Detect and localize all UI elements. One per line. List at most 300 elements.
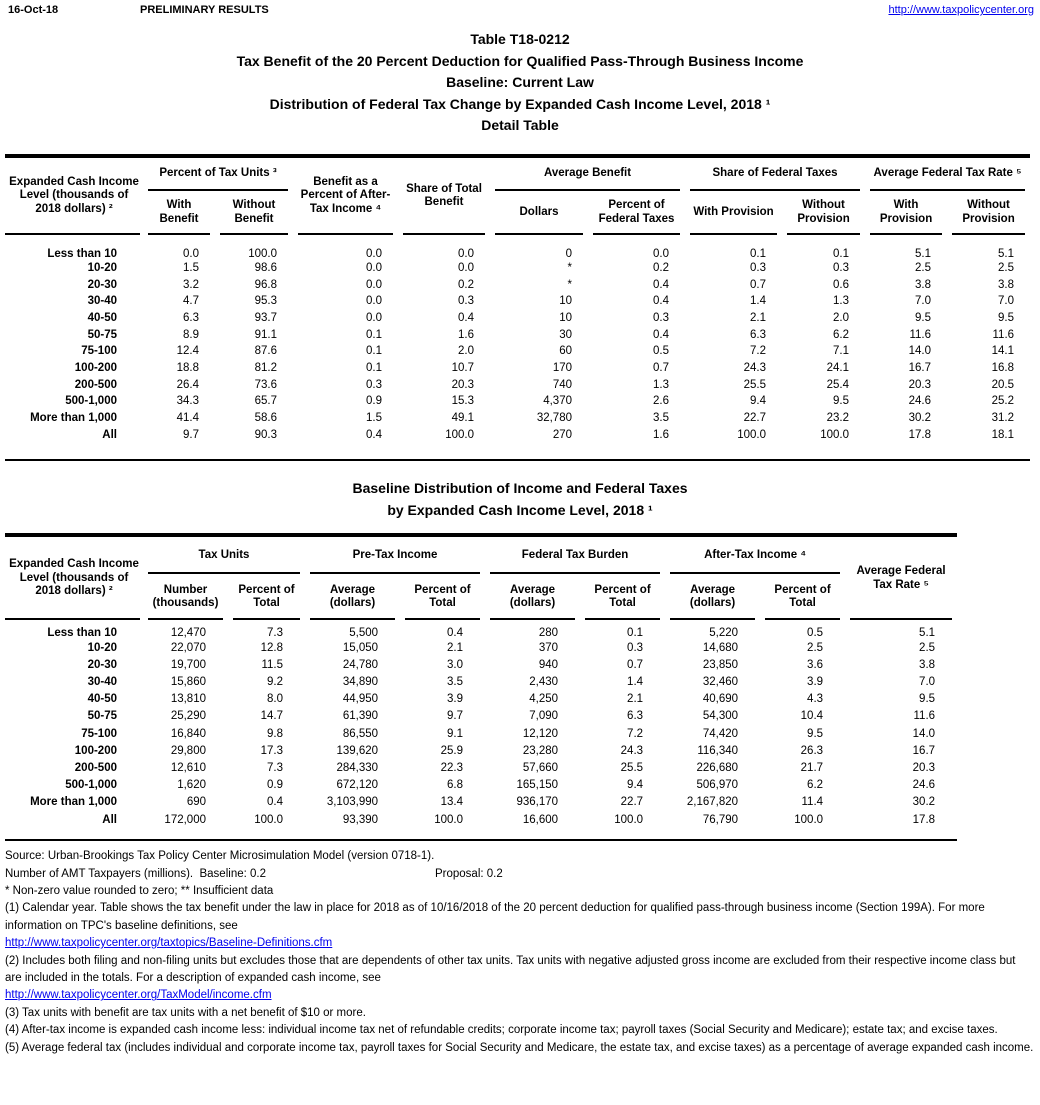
- income-level-cell: 500-1,000: [65, 395, 117, 408]
- group-header-pretax-income: Pre-Tax Income: [305, 537, 485, 574]
- value-cell: 0.3: [653, 311, 670, 324]
- income-level-cell: 500-1,000: [65, 779, 117, 792]
- value-cell: 0.0: [653, 247, 670, 260]
- value-cell: 24.3: [743, 361, 767, 374]
- table-row: [5, 742, 957, 759]
- value-cell: 100.0: [794, 813, 824, 826]
- value-cell: 15,860: [170, 676, 206, 689]
- value-cell: 0.3: [366, 378, 382, 391]
- value-cell: 32,460: [702, 676, 739, 689]
- column-header-with-benefit: With Benefit: [143, 191, 215, 235]
- value-cell: 2.1: [627, 693, 644, 706]
- value-cell: 0.0: [458, 247, 474, 260]
- baseline-distribution-table: [5, 537, 957, 828]
- footnote-5: (5) Average federal tax (includes individual and corporate income tax, payroll taxes for Social Security and Medicare, the estate tax, and excise taxes) as a percentage of average expanded cash income.: [5, 1041, 1034, 1054]
- value-cell: 16,840: [170, 727, 206, 740]
- value-cell: 86,550: [342, 727, 379, 740]
- value-cell: 2.1: [750, 311, 767, 324]
- table-row: [5, 310, 1030, 327]
- value-cell: 0.4: [447, 627, 464, 640]
- value-cell: 41.4: [176, 412, 199, 425]
- value-cell: 11.6: [909, 328, 932, 341]
- value-cell: 5.1: [919, 627, 936, 640]
- column-header-average-aftertax: Average (dollars): [665, 574, 760, 620]
- baseline-title: Baseline: Current Law: [446, 74, 594, 90]
- value-cell: 100.0: [248, 247, 277, 260]
- value-cell: 0.7: [750, 278, 767, 291]
- value-cell: 34.3: [176, 395, 199, 408]
- group-header-federal-tax-burden: Federal Tax Burden: [485, 537, 665, 574]
- value-cell: 14.0: [908, 345, 932, 358]
- value-cell: 280: [538, 627, 559, 640]
- value-cell: 0.0: [458, 261, 474, 274]
- table-row: [5, 276, 1030, 293]
- value-cell: 0.4: [458, 311, 474, 324]
- value-cell: 7.0: [998, 295, 1015, 308]
- table-row: [5, 410, 1030, 427]
- value-cell: 0.4: [653, 328, 670, 341]
- value-cell: 73.6: [254, 378, 277, 391]
- table-row: [5, 343, 1030, 360]
- value-cell: 172,000: [164, 813, 206, 826]
- value-cell: 9.5: [998, 311, 1015, 324]
- value-cell: 98.6: [254, 261, 277, 274]
- table-row: [5, 235, 1030, 260]
- value-cell: 165,150: [516, 779, 559, 792]
- value-cell: 24,780: [342, 658, 379, 671]
- value-cell: 96.8: [254, 278, 277, 291]
- table-row: [5, 708, 957, 725]
- footnote-1: (1) Calendar year. Table shows the tax benefit under the law in place for 2018 as of 10/16/2018 of the 20 percent deduction for qualified pass-through business income (Section 199A). For more information on TPC's baseline definitions, see: [5, 902, 988, 932]
- value-cell: 91.1: [254, 328, 277, 341]
- value-cell: 6.3: [627, 710, 644, 723]
- value-cell: 5,220: [709, 627, 739, 640]
- value-cell: 13.4: [440, 796, 464, 809]
- value-cell: 139,620: [336, 744, 379, 757]
- value-cell: 284,330: [336, 761, 379, 774]
- value-cell: 3.0: [447, 658, 464, 671]
- column-header-percent-of-total-aftertax: Percent of Total: [760, 574, 845, 620]
- value-cell: 29,800: [170, 744, 206, 757]
- income-level-cell: 10-20: [87, 641, 117, 654]
- value-cell: 4,250: [529, 693, 559, 706]
- income-level-cell: 30-40: [87, 295, 117, 308]
- value-cell: 14,680: [702, 641, 739, 654]
- value-cell: 93.7: [254, 311, 277, 324]
- table-row: [5, 360, 1030, 377]
- title-block: [0, 29, 1040, 137]
- income-level-cell: 100-200: [74, 361, 117, 374]
- baseline-distribution-table-wrap: [5, 533, 957, 841]
- taxpolicycenter-link[interactable]: http://www.taxpolicycenter.org: [888, 4, 1034, 16]
- income-level-cell: 20-30: [87, 278, 117, 291]
- value-cell: 0.3: [627, 641, 644, 654]
- value-cell: 54,300: [702, 710, 739, 723]
- value-cell: 6.8: [447, 779, 464, 792]
- value-cell: 23,280: [522, 744, 559, 757]
- value-cell: 20.5: [991, 378, 1015, 391]
- column-header-share-of-total-benefit: Share of Total Benefit: [398, 158, 490, 235]
- date-label: 16-Oct-18: [8, 4, 59, 16]
- income-level-cell: 200-500: [74, 378, 117, 391]
- source-note: Source: Urban-Brookings Tax Policy Center Microsimulation Model (version 0718-1).: [5, 850, 435, 863]
- value-cell: 95.3: [254, 295, 277, 308]
- preliminary-results-label: PRELIMINARY RESULTS: [140, 4, 269, 16]
- value-cell: 5.1: [998, 247, 1015, 260]
- value-cell: 87.6: [254, 345, 277, 358]
- value-cell: 10.7: [451, 361, 474, 374]
- value-cell: 226,680: [696, 761, 739, 774]
- table-row: [5, 794, 957, 811]
- column-header-share-with-provision: With Provision: [685, 191, 782, 235]
- value-cell: 58.6: [254, 412, 277, 425]
- value-cell: 0.1: [366, 361, 382, 374]
- value-cell: 7.0: [915, 295, 932, 308]
- distribution-title: Distribution of Federal Tax Change by Expanded Cash Income Level, 2018 ¹: [269, 95, 771, 112]
- footnote-2: (2) Includes both filing and non-filing units but excludes those that are dependents of other tax units. Tax units with negative adjusted gross income are excluded from their respective income class but are included in the totals. For a description of expanded cash income, see: [5, 954, 1019, 984]
- value-cell: 23.2: [826, 412, 850, 425]
- group-header-tax-units: Tax Units: [143, 537, 305, 574]
- table-row: [5, 656, 957, 673]
- value-cell: 740: [552, 378, 572, 391]
- value-cell: 9.4: [627, 779, 644, 792]
- footnote-3: (3) Tax units with benefit are tax units with a net benefit of $10 or more.: [5, 1006, 366, 1019]
- column-header-rate-with-provision: With Provision: [865, 191, 947, 235]
- income-level-cell: 75-100: [81, 727, 117, 740]
- value-cell: 2.5: [998, 261, 1015, 274]
- value-cell: 11.6: [992, 328, 1015, 341]
- value-cell: 22.7: [743, 412, 767, 425]
- value-cell: 0.4: [267, 796, 284, 809]
- value-cell: 0.3: [458, 295, 474, 308]
- value-cell: 5,500: [349, 627, 379, 640]
- value-cell: 9.7: [447, 710, 464, 723]
- income-level-cell: 20-30: [87, 658, 117, 671]
- column-header-rate-without-provision: Without Provision: [947, 191, 1030, 235]
- value-cell: 100.0: [614, 813, 644, 826]
- value-cell: 0.1: [833, 247, 850, 260]
- value-cell: 10.4: [800, 710, 824, 723]
- value-cell: *: [567, 278, 572, 291]
- value-cell: 24.1: [826, 361, 850, 374]
- value-cell: 93,390: [342, 813, 379, 826]
- income-level-cell: 50-75: [87, 328, 117, 341]
- value-cell: 3.8: [919, 658, 936, 671]
- column-header-percent-of-total-units: Percent of Total: [228, 574, 305, 620]
- table-row: [5, 376, 1030, 393]
- value-cell: 1.3: [833, 295, 850, 308]
- value-cell: 8.0: [267, 693, 284, 706]
- value-cell: 18.1: [991, 428, 1015, 441]
- value-cell: 2.5: [919, 641, 936, 654]
- value-cell: 0.9: [267, 779, 284, 792]
- value-cell: 12,610: [170, 761, 206, 774]
- value-cell: 17.8: [912, 813, 936, 826]
- value-cell: 3,103,990: [326, 796, 379, 809]
- value-cell: 672,120: [336, 779, 379, 792]
- value-cell: 61,390: [342, 710, 379, 723]
- table-row: [5, 620, 957, 639]
- group-header-aftertax-income: After-Tax Income ⁴: [665, 537, 845, 574]
- value-cell: 21.7: [800, 761, 824, 774]
- value-cell: 16,600: [522, 813, 559, 826]
- value-cell: 11.5: [261, 658, 284, 671]
- value-cell: 74,420: [702, 727, 739, 740]
- income-level-cell: 50-75: [87, 710, 117, 723]
- value-cell: 12,120: [522, 727, 559, 740]
- baseline-table-body: [5, 620, 957, 828]
- value-cell: 3.6: [807, 658, 824, 671]
- income-level-cell: Less than 10: [47, 627, 117, 640]
- value-cell: 90.3: [254, 428, 277, 441]
- value-cell: 2.0: [458, 345, 474, 358]
- value-cell: 2.6: [653, 395, 670, 408]
- value-cell: 23,850: [702, 658, 739, 671]
- amt-proposal-label: Proposal: 0.2: [435, 867, 503, 880]
- value-cell: 9.4: [750, 395, 767, 408]
- value-cell: 370: [538, 641, 559, 654]
- value-cell: 2,167,820: [686, 796, 739, 809]
- value-cell: 3.5: [447, 676, 464, 689]
- value-cell: 31.2: [991, 412, 1015, 425]
- value-cell: 936,170: [516, 796, 559, 809]
- value-cell: 44,950: [342, 693, 379, 706]
- group-header-average-benefit: Average Benefit: [490, 158, 685, 191]
- value-cell: 16.8: [991, 361, 1015, 374]
- value-cell: 14.1: [991, 345, 1015, 358]
- value-cell: 24.3: [620, 744, 644, 757]
- value-cell: 32,780: [536, 412, 572, 425]
- main-title: Tax Benefit of the 20 Percent Deduction for Qualified Pass-Through Business Income: [236, 52, 804, 69]
- value-cell: 76,790: [702, 813, 739, 826]
- value-cell: 1.5: [366, 412, 382, 425]
- value-cell: 7.3: [267, 761, 284, 774]
- value-cell: 5.1: [915, 247, 932, 260]
- table-number-title: Table T18-0212: [470, 31, 570, 47]
- value-cell: 2,430: [529, 676, 559, 689]
- value-cell: 1.6: [653, 428, 670, 441]
- income-definition-link[interactable]: http://www.taxpolicycenter.org/TaxModel/income.cfm: [5, 989, 272, 1002]
- value-cell: 100.0: [820, 428, 850, 441]
- value-cell: 7.0: [919, 676, 936, 689]
- value-cell: 2.1: [447, 641, 464, 654]
- table-row: [5, 293, 1030, 310]
- value-cell: 25.9: [440, 744, 464, 757]
- income-level-cell: 75-100: [81, 345, 117, 358]
- baseline-definitions-link[interactable]: http://www.taxpolicycenter.org/taxtopics/Baseline-Definitions.cfm: [5, 937, 333, 950]
- value-cell: 9.5: [807, 727, 824, 740]
- income-level-cell: More than 1,000: [30, 796, 117, 809]
- value-cell: 26.4: [176, 378, 199, 391]
- value-cell: 25.5: [743, 378, 767, 391]
- value-cell: 26.3: [800, 744, 824, 757]
- value-cell: 0.5: [807, 627, 824, 640]
- table-row: [5, 639, 957, 656]
- value-cell: 60: [559, 345, 572, 358]
- value-cell: 10: [559, 295, 572, 308]
- value-cell: 0.4: [653, 278, 670, 291]
- value-cell: 0.0: [366, 295, 382, 308]
- value-cell: 2.5: [915, 261, 932, 274]
- value-cell: 170: [552, 361, 572, 374]
- group-header-percent-of-tax-units: Percent of Tax Units ³: [143, 158, 293, 191]
- value-cell: 0.9: [366, 395, 382, 408]
- income-level-cell: 200-500: [74, 761, 117, 774]
- baseline-distribution-title-block: [0, 478, 1040, 521]
- value-cell: 20.3: [908, 378, 932, 391]
- value-cell: 16.7: [912, 744, 936, 757]
- value-cell: 6.3: [183, 311, 199, 324]
- value-cell: 7,090: [529, 710, 559, 723]
- value-cell: 13,810: [170, 693, 206, 706]
- value-cell: 15.3: [451, 395, 474, 408]
- value-cell: 18.8: [176, 361, 199, 374]
- value-cell: 14.0: [912, 727, 936, 740]
- value-cell: 17.8: [908, 428, 932, 441]
- value-cell: 30.2: [912, 796, 936, 809]
- table-row: [5, 777, 957, 794]
- value-cell: 0.0: [183, 247, 199, 260]
- value-cell: 3.8: [998, 278, 1015, 291]
- value-cell: 0.1: [366, 345, 382, 358]
- value-cell: 0.0: [366, 311, 382, 324]
- value-cell: 116,340: [697, 744, 739, 757]
- income-level-cell: 40-50: [87, 311, 117, 324]
- value-cell: 3.5: [653, 412, 670, 425]
- value-cell: 34,890: [342, 676, 379, 689]
- value-cell: 25.5: [620, 761, 644, 774]
- table-row: [5, 326, 1030, 343]
- table-row: [5, 393, 1030, 410]
- value-cell: 9.1: [447, 727, 464, 740]
- group-header-average-federal-tax-rate: Average Federal Tax Rate ⁵: [865, 158, 1030, 191]
- income-level-cell: More than 1,000: [30, 412, 117, 425]
- column-header-income-level: Expanded Cash Income Level (thousands of 2018 dollars) ²: [5, 537, 143, 620]
- value-cell: 22,070: [170, 641, 206, 654]
- value-cell: 2.0: [833, 311, 850, 324]
- value-cell: 1,620: [177, 779, 206, 792]
- column-header-percent-of-federal-taxes: Percent of Federal Taxes: [588, 191, 685, 235]
- value-cell: 100.0: [434, 813, 464, 826]
- value-cell: 9.2: [267, 676, 284, 689]
- value-cell: 100.0: [737, 428, 767, 441]
- value-cell: 40,690: [702, 693, 739, 706]
- value-cell: 65.7: [254, 395, 277, 408]
- value-cell: 1.3: [653, 378, 670, 391]
- value-cell: 6.2: [807, 779, 824, 792]
- value-cell: 0.7: [627, 658, 644, 671]
- column-header-average-burden: Average (dollars): [485, 574, 580, 620]
- value-cell: 100.0: [254, 813, 284, 826]
- value-cell: 0.3: [750, 261, 767, 274]
- column-header-benefit-pct-after-tax-income: Benefit as a Percent of After-Tax Income ⁴: [293, 158, 398, 235]
- value-cell: 1.6: [458, 328, 474, 341]
- value-cell: 20.3: [912, 761, 936, 774]
- column-header-average-pretax: Average (dollars): [305, 574, 400, 620]
- table-row: [5, 426, 1030, 443]
- page-header: [0, 0, 1040, 16]
- value-cell: 4.3: [807, 693, 824, 706]
- value-cell: 0.2: [653, 261, 670, 274]
- value-cell: 270: [552, 428, 572, 441]
- income-level-cell: All: [102, 813, 117, 826]
- table-row: [5, 725, 957, 742]
- baseline-distribution-title-line1: Baseline Distribution of Income and Federal Taxes: [352, 480, 688, 497]
- value-cell: 12,470: [170, 627, 206, 640]
- value-cell: 81.2: [254, 361, 277, 374]
- value-cell: 11.4: [801, 796, 824, 809]
- value-cell: 0.1: [750, 247, 767, 260]
- value-cell: 57,660: [522, 761, 559, 774]
- value-cell: 24.6: [908, 395, 932, 408]
- footnote-4: (4) After-tax income is expanded cash income less: individual income tax net of refundable credits; corporate income tax; payroll taxes (Social Security and Medicare); estate tax; and excise taxes.: [5, 1024, 998, 1037]
- value-cell: 0.6: [833, 278, 850, 291]
- income-level-cell: 40-50: [87, 693, 117, 706]
- value-cell: 3.2: [183, 278, 199, 291]
- group-header-share-of-federal-taxes: Share of Federal Taxes: [685, 158, 865, 191]
- value-cell: 10: [559, 311, 572, 324]
- value-cell: 11.6: [913, 710, 936, 723]
- value-cell: 0.4: [366, 428, 382, 441]
- value-cell: 14.7: [260, 710, 284, 723]
- detail-table-title: Detail Table: [481, 117, 559, 133]
- value-cell: 0.7: [653, 361, 670, 374]
- value-cell: 2.5: [807, 641, 824, 654]
- value-cell: 0.0: [366, 261, 382, 274]
- baseline-distribution-title-line2: by Expanded Cash Income Level, 2018 ¹: [387, 501, 653, 518]
- value-cell: 7.2: [627, 727, 644, 740]
- value-cell: 4,370: [543, 395, 572, 408]
- value-cell: 16.7: [908, 361, 932, 374]
- value-cell: 0.0: [366, 278, 382, 291]
- value-cell: 25,290: [170, 710, 206, 723]
- table-row: [5, 691, 957, 708]
- value-cell: 20.3: [451, 378, 474, 391]
- value-cell: 0.1: [627, 627, 644, 640]
- column-header-income-level: Expanded Cash Income Level (thousands of 2018 dollars) ²: [5, 158, 143, 235]
- value-cell: 0.0: [366, 247, 382, 260]
- value-cell: 15,050: [342, 641, 379, 654]
- value-cell: 0: [565, 247, 572, 260]
- value-cell: 12.8: [260, 641, 284, 654]
- value-cell: *: [567, 261, 572, 274]
- value-cell: 25.4: [826, 378, 850, 391]
- value-cell: 17.3: [260, 744, 284, 757]
- value-cell: 690: [186, 796, 206, 809]
- value-cell: 0.4: [653, 295, 670, 308]
- amt-baseline-label: Number of AMT Taxpayers (millions). Baseline: 0.2: [5, 867, 266, 880]
- value-cell: 7.3: [267, 627, 284, 640]
- value-cell: 49.1: [451, 412, 474, 425]
- value-cell: 9.5: [919, 693, 936, 706]
- column-header-percent-of-total-pretax: Percent of Total: [400, 574, 485, 620]
- amt-taxpayers-note: [5, 866, 1035, 883]
- income-level-cell: 100-200: [74, 744, 117, 757]
- value-cell: 1.4: [750, 295, 767, 308]
- value-cell: 7.2: [750, 345, 767, 358]
- value-cell: 0.3: [833, 261, 850, 274]
- value-cell: 6.3: [750, 328, 767, 341]
- value-cell: 0.2: [458, 278, 474, 291]
- value-cell: 19,700: [170, 658, 206, 671]
- value-cell: 6.2: [833, 328, 850, 341]
- asterisk-note: * Non-zero value rounded to zero; ** Insufficient data: [5, 884, 274, 897]
- column-header-percent-of-total-burden: Percent of Total: [580, 574, 665, 620]
- value-cell: 8.9: [183, 328, 199, 341]
- value-cell: 1.4: [627, 676, 644, 689]
- value-cell: 30: [559, 328, 572, 341]
- value-cell: 30.2: [908, 412, 932, 425]
